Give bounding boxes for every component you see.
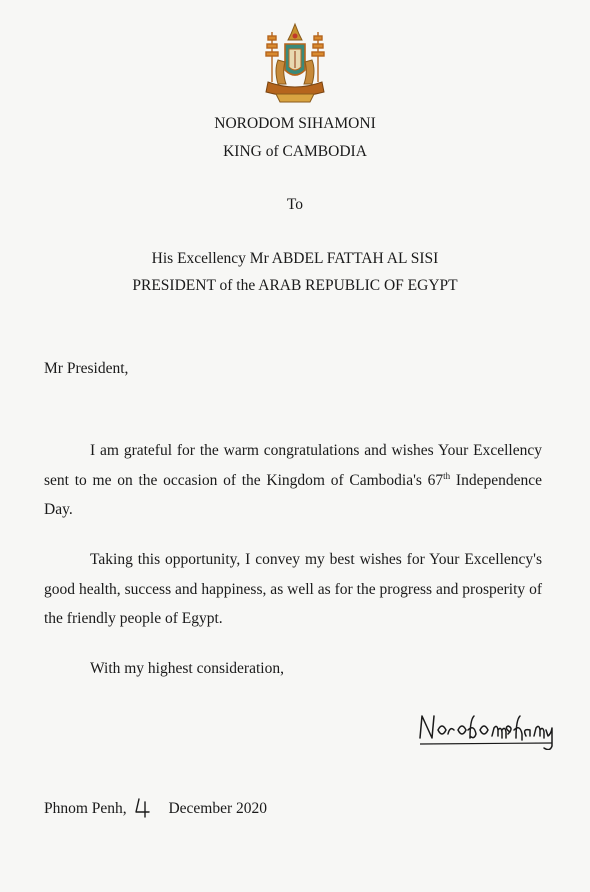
ordinal-suffix: th [443,470,451,481]
place-and-date [44,796,267,818]
paragraph-1-end: Independence Day. [44,471,542,518]
recipient-title: PRESIDENT of the ARAB REPUBLIC OF EGYPT [132,277,458,294]
paragraph-1 [44,436,542,525]
sender-name: NORODOM SIHAMONI [214,115,376,132]
handwritten-day-icon [133,796,163,818]
to-label: To [286,196,304,213]
salutation: Mr President, [44,360,129,377]
place: Phnom Penh, [44,800,127,817]
signature-icon [418,708,558,750]
sender-title: KING of CAMBODIA [223,143,367,160]
month-year: December 2020 [168,800,267,817]
paragraph-2: Taking this opportunity, I convey my best wishes for Your Excellency's good health, success and happiness, as well as for the progress and prosperity of the friendly people of Egypt. [44,551,542,627]
paragraph-1-text: I am grateful for the warm congratulations and wishes Your Excellency sent to me on the occasion of the Kingdom of Cambodia's [44,442,542,489]
recipient-name: His Excellency Mr ABDEL FATTAH AL SISI [151,250,439,267]
ordinal-number: 67 [427,471,444,489]
royal-coat-of-arms-icon [258,22,332,104]
closing-line: With my highest consideration, [90,660,284,677]
